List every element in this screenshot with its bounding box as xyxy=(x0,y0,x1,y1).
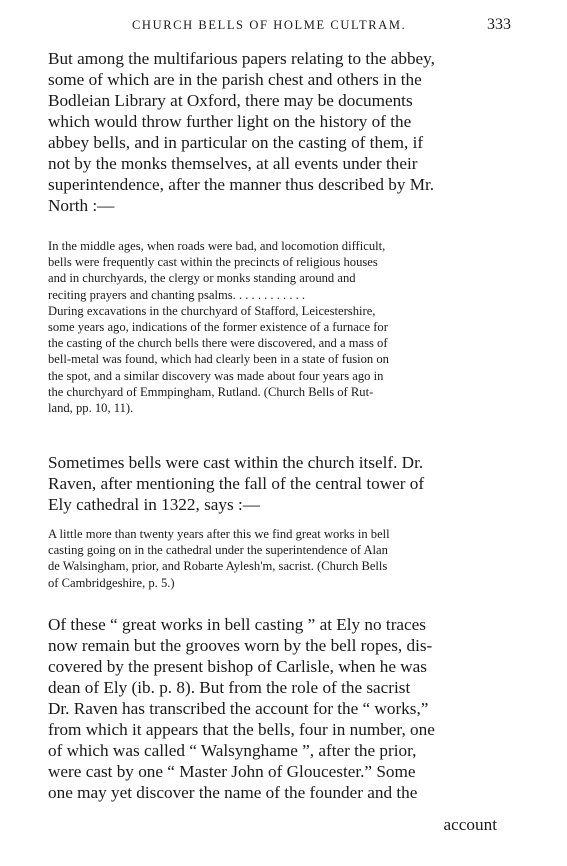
page-header xyxy=(46,14,511,38)
body-paragraph-2: Sometimes bells were cast within the church itself. Dr. Raven, after mentioning the fall of the central tower of Ely cathedral in 1322, says :— xyxy=(48,453,425,514)
body-paragraph-1: But among the multifarious papers relating to the abbey, some of which are in the parish chest and others in the Bodleian Library at Oxford, there may be documents which would throw further light on the history of the abbey bells, and in particular on the casting of them, if not by the monks themselves, at all events under their superintendence, after the manner thus described by Mr. North :— xyxy=(48,49,435,215)
block-quote-north: In the middle ages, when roads were bad, and locomotion difficult, bells were frequently cast within the precincts of religious houses and in churchyards, the clergy or monks standing around and reciting prayers and chanting psalms. . . . . . . . . . . . During excavations in the churchyard of Stafford, Leicestershire, some years ago, indications of the former existence of a furnace for the casting of the church bells there were discovered, and a mass of bell-metal was found, which had clearly been in a state of fusion on the spot, and a similar discovery was made about four years ago in the churchyard of Emmpingham, Rutland. (Church Bells of Rut- land, pp. 10, 11). xyxy=(48,239,389,416)
page-number: 333 xyxy=(487,16,511,33)
block-quote-raven: A little more than twenty years after this we find great works in bell casting going on in the cathedral under the superintendence of Alan de Walsingham, prior, and Robarte Aylesh'm, sacrist. (Church Bells of Cambridgeshire, p. 5.) xyxy=(48,527,390,590)
running-title: CHURCH BELLS OF HOLME CULTRAM. xyxy=(132,18,407,32)
catchword: account xyxy=(443,815,497,834)
body-paragraph-3: Of these “ great works in bell casting ” at Ely no traces now remain but the grooves worn by the bell ropes, dis- covered by the present bishop of Carlisle, when he was dean of Ely (ib. p. 8). But from the role of the sacrist Dr. Raven has transcribed the account for the “ works,” from which it appears that the bells, four in number, one of which was called “ Walsynghame ”, after the prior, were cast by one “ Master John of Gloucester.” Some one may yet discover the name of the founder and the xyxy=(48,615,435,802)
